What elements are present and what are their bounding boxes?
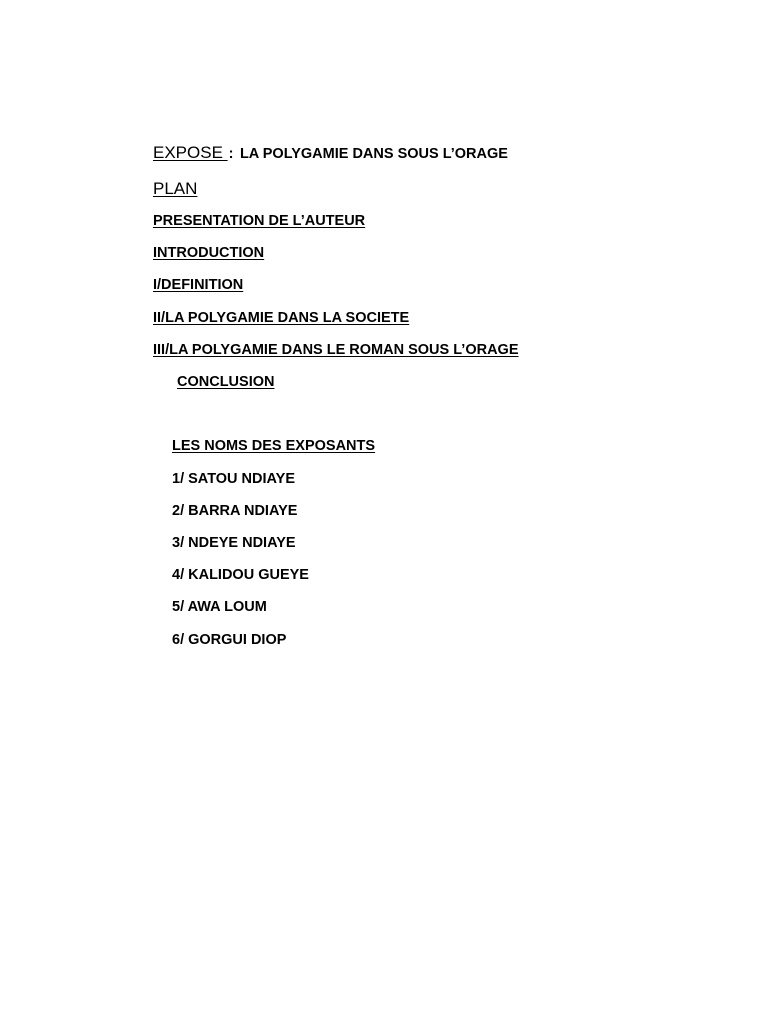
plan-item-roman: III/LA POLYGAMIE DANS LE ROMAN SOUS L’ORAGE bbox=[153, 342, 519, 358]
presenter-name: 6/ GORGUI DIOP bbox=[172, 632, 287, 648]
presenter-name: 5/ AWA LOUM bbox=[172, 599, 267, 615]
title-separator: : bbox=[228, 146, 234, 162]
presenter-name: 3/ NDEYE NDIAYE bbox=[172, 535, 296, 551]
plan-item-introduction: INTRODUCTION bbox=[153, 245, 265, 261]
expose-label: EXPOSE bbox=[153, 143, 228, 162]
plan-item-conclusion: CONCLUSION bbox=[177, 374, 275, 390]
expose-subject: LA POLYGAMIE DANS SOUS L’ORAGE bbox=[239, 146, 508, 162]
presenters-heading: LES NOMS DES EXPOSANTS bbox=[172, 438, 376, 454]
presenter-name: 2/ BARRA NDIAYE bbox=[172, 503, 298, 519]
plan-item-auteur: PRESENTATION DE L’AUTEUR bbox=[153, 213, 366, 229]
plan-heading: PLAN bbox=[153, 179, 198, 198]
document-title bbox=[153, 144, 508, 162]
plan-item-definition: I/DEFINITION bbox=[153, 277, 244, 293]
plan-item-societe: II/LA POLYGAMIE DANS LA SOCIETE bbox=[153, 310, 410, 326]
presenter-name: 1/ SATOU NDIAYE bbox=[172, 471, 296, 487]
presenter-name: 4/ KALIDOU GUEYE bbox=[172, 567, 309, 583]
